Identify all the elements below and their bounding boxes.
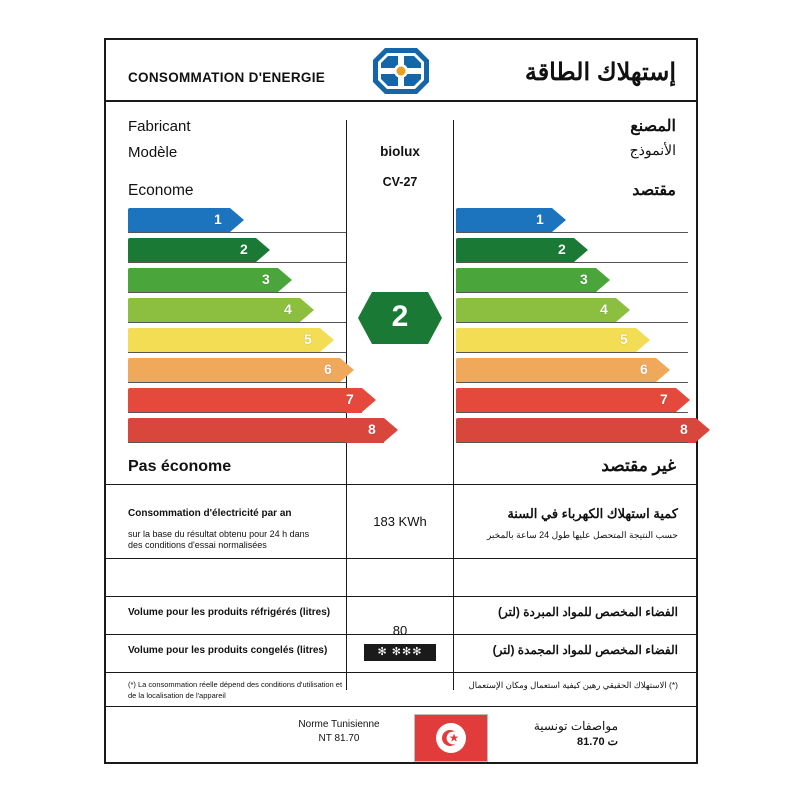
norm-ar-line1: مواصفات تونسية [533,719,618,733]
econome-label-fr: Econome [128,182,194,199]
efficiency-bar-right-2 [456,238,588,263]
divider-pas-econome [106,484,696,485]
efficiency-bar-right-4 [456,298,630,323]
consumption-note-ar: حسب النتيجة المتحصل عليها طول 24 ساعة بالمخبر [486,530,678,540]
bar-label: 2 [240,241,248,257]
energy-label [104,38,698,764]
norm-fr-line2: NT 81.70 [318,732,360,744]
bar-tip [384,418,398,442]
bar-tip [696,418,710,442]
bar-baseline [456,352,688,353]
manufacturer-label-ar: المصنع [630,118,676,135]
bar-label: 8 [368,421,376,437]
efficiency-bar-left-3 [128,268,292,293]
bar-label: 5 [620,331,628,347]
pas-econome-label-fr: Pas économe [128,458,232,475]
manufacturer-label-fr: Fabricant [128,118,191,135]
bar-label: 2 [558,241,566,257]
consumption-value: 183 KWh [373,514,427,529]
model-label-fr: Modèle [128,144,178,161]
bar-baseline [128,382,346,383]
bar-tip [596,268,610,292]
efficiency-bar-left-8 [128,418,398,443]
bar-body [128,268,278,293]
divider-footnote [106,672,696,673]
efficiency-bar-right-6 [456,358,670,383]
footnote-fr-line1: (*) La consommation réelle dépend des conditions d'utilisation et [128,680,343,689]
header-title-fr: CONSOMMATION D'ENERGIE [128,70,326,85]
energy-agency-logo [370,46,432,96]
tunisia-flag-icon [414,714,488,762]
efficiency-bar-left-2 [128,238,270,263]
rating-badge [358,290,442,346]
bar-body [128,358,340,383]
bar-baseline [128,442,346,443]
efficiency-bar-right-3 [456,268,610,293]
bar-tip [616,298,630,322]
bar-body [128,328,320,353]
bar-label: 4 [600,301,608,317]
efficiency-bar-right-1 [456,208,566,233]
efficiency-bar-left-1 [128,208,244,233]
bar-body [456,418,696,443]
bar-label: 3 [580,271,588,287]
bar-tip [362,388,376,412]
header-title-ar: إستهلاك الطاقة [524,59,676,86]
bar-baseline [128,262,346,263]
bar-body [128,238,256,263]
bar-tip [278,268,292,292]
pas-econome-label-ar: غير مقتصد [601,456,676,475]
bar-body [456,328,636,353]
bar-tip [574,238,588,262]
flag-crescent-star-icon [440,727,462,749]
bar-body [456,298,616,323]
divider-consumption [106,558,696,559]
bar-baseline [456,382,688,383]
bar-body [128,418,384,443]
bar-label: 7 [660,391,668,407]
norm-fr [274,718,404,745]
bar-tip [552,208,566,232]
bar-label: 5 [304,331,312,347]
bar-tip [230,208,244,232]
bar-label: 6 [324,361,332,377]
consumption-note-fr-line2: des conditions d'essai normalisées [128,540,267,550]
footnote-fr [128,680,342,702]
bar-body [456,268,596,293]
bar-tip [320,328,334,352]
fresh-volume-label-ar: الفضاء المخصص للمواد المبردة (لتر) [497,605,678,619]
bar-baseline [456,232,688,233]
rating-value: 2 [391,300,409,333]
bar-tip [256,238,270,262]
bar-baseline [456,262,688,263]
manufacturer-value: biolux [380,144,420,159]
bar-label: 4 [284,301,292,317]
divider-fresh-volume [106,596,696,597]
norm-ar-line2: ت 81.70 [577,736,618,749]
bar-label: 1 [536,211,544,227]
bar-tip [300,298,314,322]
model-label-ar: الأنموذج [629,142,676,158]
efficiency-bar-left-7 [128,388,376,413]
bar-tip [676,388,690,412]
fresh-volume-label-fr: Volume pour les produits réfrigérés (litres) [128,607,331,618]
model-value: CV-27 [382,175,418,189]
efficiency-bar-left-5 [128,328,334,353]
norm-fr-line1: Norme Tunisienne [298,719,380,730]
bar-body [128,388,362,413]
bar-label: 7 [346,391,354,407]
bar-body [456,238,574,263]
bar-body [128,298,300,323]
bar-label: 8 [680,421,688,437]
bar-tip [656,358,670,382]
efficiency-bar-right-8 [456,418,710,443]
bar-tip [636,328,650,352]
bar-baseline [128,232,346,233]
bar-baseline [128,352,346,353]
frozen-volume-label-ar: الفضاء المخصص للمواد المجمدة (لتر) [492,643,678,657]
bar-label: 1 [214,211,222,227]
efficiency-scale-right [456,208,700,456]
efficiency-bar-left-6 [128,358,354,383]
bar-body [456,358,656,383]
efficiency-bar-right-5 [456,328,650,353]
star-rating-box: ✻ ✻✻✻ [364,644,436,661]
bar-baseline [128,412,346,413]
bar-baseline [456,292,688,293]
efficiency-bar-left-4 [128,298,314,323]
efficiency-scale-left [106,208,376,456]
consumption-note-fr-line1: sur la base du résultat obtenu pour 24 h dans [128,529,310,539]
bar-label: 3 [262,271,270,287]
bar-baseline [456,412,688,413]
frozen-volume-value: 80 [392,623,408,638]
consumption-label-ar-line1: كمية استهلاك الكهرباء في السنة [507,506,678,521]
norm-ar [498,718,618,751]
divider-norm [106,706,696,707]
label-header [106,40,696,102]
footnote-fr-line2: de la localisation de l'appareil [128,690,226,700]
footnote-ar: (*) الاستهلاك الحقيقي رهين كيفية استعمال ومكان الإستعمال [468,680,678,690]
bar-label: 6 [640,361,648,377]
bar-tip [340,358,354,382]
econome-label-ar: مقتصد [632,182,676,199]
efficiency-bar-right-7 [456,388,690,413]
bar-baseline [128,322,346,323]
bar-body [456,388,676,413]
frozen-volume-label-fr: Volume pour les produits congelés (litres) [128,645,328,656]
bar-baseline [456,442,688,443]
bar-baseline [128,292,346,293]
bar-baseline [456,322,688,323]
consumption-label-fr-line1: Consommation d'électricité par an [128,508,292,519]
